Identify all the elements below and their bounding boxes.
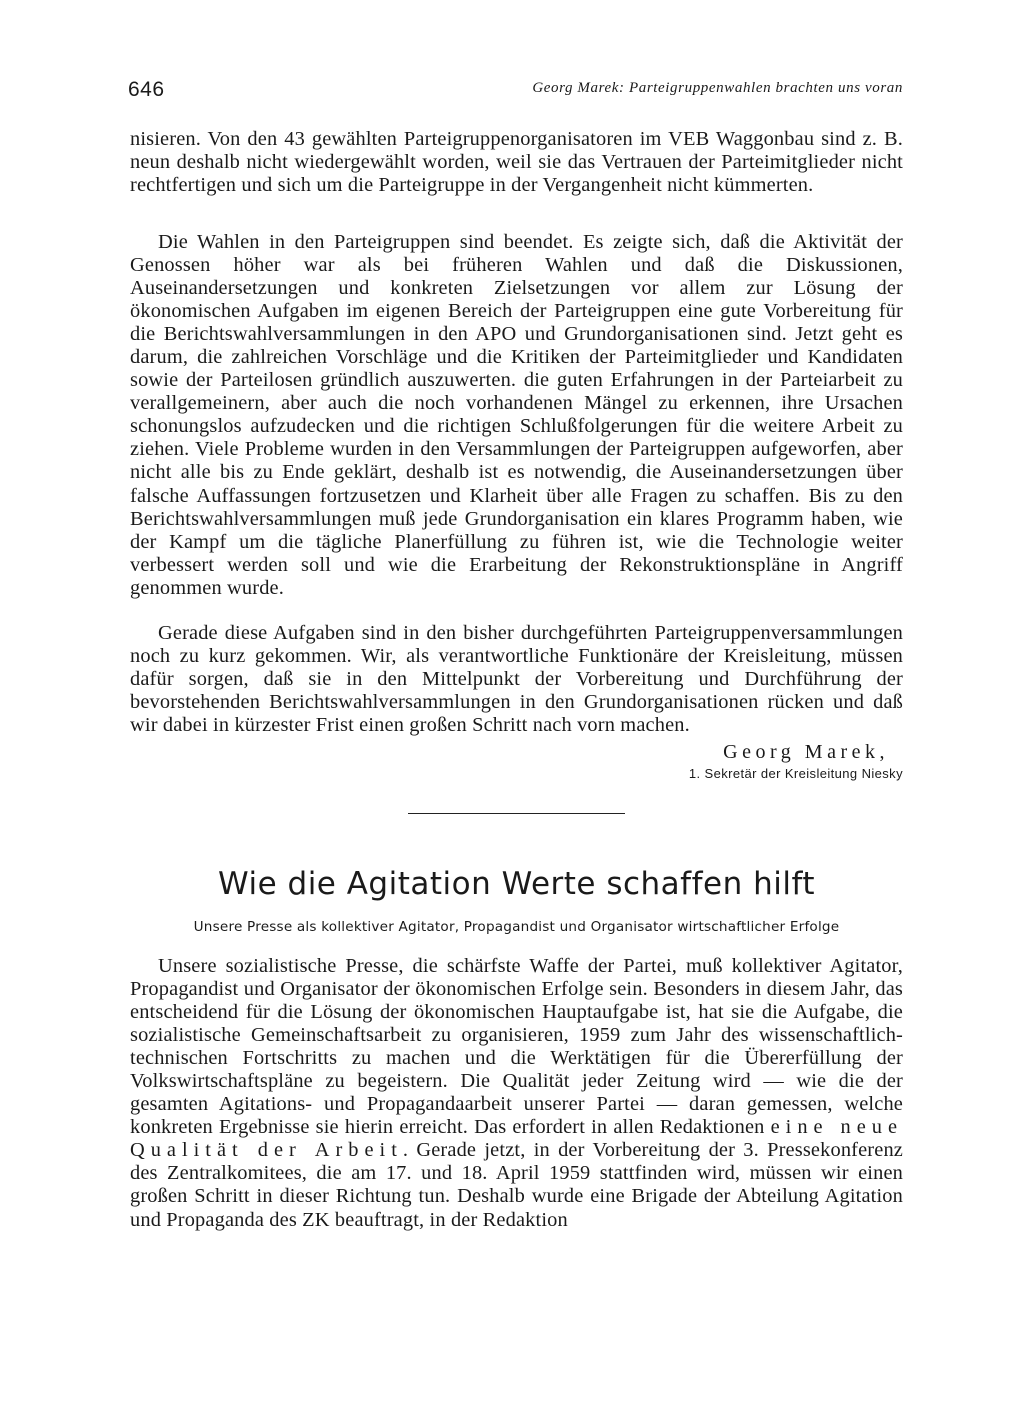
article1-paragraph-1 bbox=[130, 128, 903, 197]
paragraph-text-end: . Gerade jetzt, in der Vorbereitung der 3. Pressekonferenz des Zentralkomitees, die am 17. und 18. April 1959 stattfinden wird, müssen wir einen großen Schritt in dieser Richtung tun. Deshalb wurde eine Brigade der Abteilung Agitation und Propaganda des ZK beauftragt, in der Redaktion bbox=[130, 1139, 903, 1231]
section-divider bbox=[408, 813, 625, 814]
page-number: 646 bbox=[128, 78, 165, 101]
running-header bbox=[128, 78, 903, 108]
running-title: Georg Marek: Parteigruppenwahlen brachten uns voran bbox=[532, 80, 903, 96]
paragraph-text: nisieren. Von den 43 gewählten Parteigruppenorganisatoren im VEB Waggonbau sind z. B. neun deshalb nicht wiedergewählt worden, weil sie das Vertrauen der Parteimitglieder nicht rechtfertigen und sich um die Parteigruppe in der Vergangenheit nicht kümmerten. bbox=[130, 128, 903, 197]
paragraph-text-start: Unsere sozialistische Presse, die schärfste Waffe der Partei, muß kollektiver Agitator, Propagandist und Organisator der ökonomischen Erfolge sein. Besonders in diesem Jahr, das entscheidend für die Lösung der ökonomischen Hauptaufgabe ist, hat sie die Aufgabe, die sozialistische Gemeinschaftsarbeit zu organisieren, 1959 zum Jahr des wissenschaftlich-technischen Fortschritts zu machen und die Werktätigen für die Übererfüllung der Volkswirtschaftspläne zu begeistern. Die Qualität jeder Zeitung wird — wie die der gesamten Agitations- und Propagandaarbeit unserer Partei — daran gemessen, welche konkreten Ergebnisse sie hierin erreicht. Das erfordert in allen Redaktionen bbox=[130, 955, 903, 1139]
article-title: Wie die Agitation Werte schaffen hilft bbox=[218, 866, 815, 902]
paragraph-text bbox=[130, 955, 903, 1232]
paragraph-text: Die Wahlen in den Parteigruppen sind beendet. Es zeigte sich, daß die Aktivität der Genossen höher war als bei früheren Wahlen und daß die Diskussionen, Auseinandersetzungen und konkreten Zielsetzungen vor allem zur Lösung der ökonomischen Aufgaben im eigenen Bereich der Parteigruppen eine gute Vorbereitung für die Berichtswahlversammlungen in den APO und Grundorganisationen sind. Jetzt geht es darum, die zahlreichen Vorschläge und die Kritiken der Parteimitglieder und Kandidaten sowie der Parteilosen gründlich auszuwerten. die guten Erfahrungen in der Parteiarbeit zu verallgemeinern, aber auch die noch vorhandenen Mängel zu erkennen, ihre Ursachen schonungslos aufzudecken und die richtigen Schlußfolgerungen für die weitere Arbeit zu ziehen. Viele Probleme wurden in den Versammlungen der Parteigruppen aufgeworfen, aber nicht alle bis zu Ende geklärt, deshalb ist es notwendig, die Auseinandersetzungen über falsche Auffassungen fortzusetzen und Klarheit über alle Fragen zu schaffen. Bis zu den Berichtswahlversammlungen muß jede Grundorganisation ein klares Programm haben, wie der Kampf um die tägliche Planerfüllung zu führen ist, wie die Technologie weiter verbessert werden soll und wie die Erarbeitung der Rekonstruktionspläne in Angriff genommen wurde. bbox=[130, 231, 903, 599]
author-role: 1. Sekretär der Kreisleitung Niesky bbox=[688, 766, 903, 781]
article1-paragraph-2 bbox=[130, 231, 903, 600]
author-name: Georg Marek, bbox=[723, 741, 889, 763]
article2-paragraph-1 bbox=[130, 955, 903, 1232]
paragraph-text: Gerade diese Aufgaben sind in den bisher durchgeführten Parteigruppenversammlungen noch zu kurz gekommen. Wir, als verantwortliche Funktionäre der Kreisleitung, müssen dafür sorgen, daß sie in den Mittelpunkt der Vorbereitung und Durchführung der bevorstehenden Berichtswahlversammlungen in den Grundorganisationen rücken und daß wir dabei in kürzester Frist einen großen Schritt nach vorn machen. bbox=[130, 622, 903, 737]
signature-block bbox=[130, 741, 903, 781]
emphasized-text: eine neue Qualität der Arbeit bbox=[130, 1116, 903, 1162]
article1-paragraph-3 bbox=[130, 622, 903, 737]
article-subtitle: Unsere Presse als kollektiver Agitator, Propagandist und Organisator wirtschaftlicher Erfolge bbox=[193, 919, 840, 935]
